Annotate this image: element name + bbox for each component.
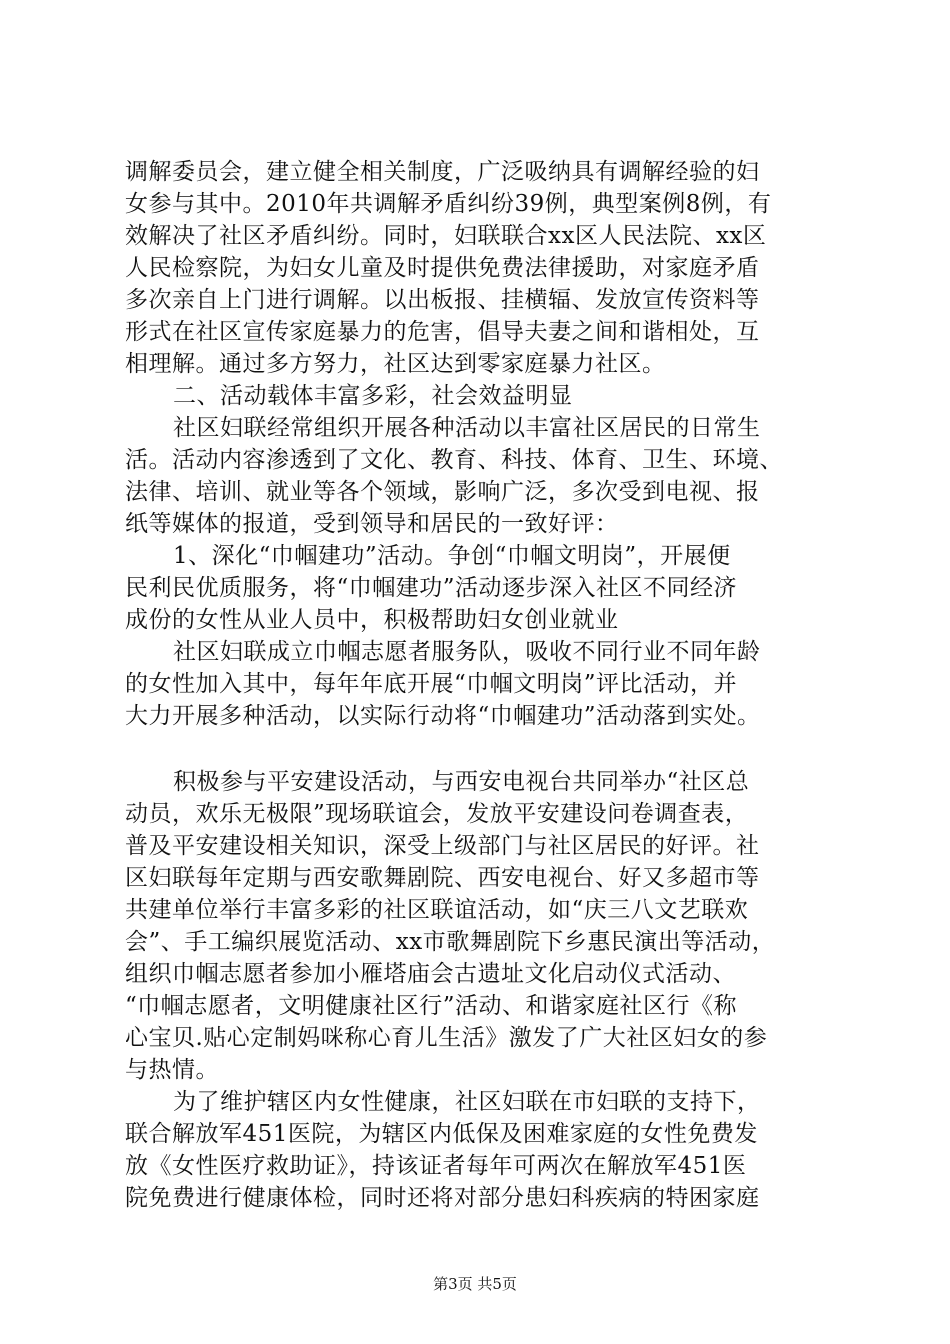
text-line: 普及平安建设相关知识，深受上级部门与社区居民的好评。社 xyxy=(125,833,760,859)
text-line: 相理解。通过多方努力，社区达到零家庭暴力社区。 xyxy=(125,351,666,377)
text-line: 社区妇联经常组织开展各种活动以丰富社区居民的日常生 xyxy=(173,415,761,441)
section-heading: 二、活动载体丰富多彩，社会效益明显 xyxy=(173,383,573,409)
page-number: 第3页 共5页 xyxy=(433,1275,517,1293)
text-line: 民利民优质服务，将“巾帼建功”活动逐步深入社区不同经济 xyxy=(125,575,738,601)
text-line: 女参与其中。2010年共调解矛盾纠纷39例，典型案例8例，有 xyxy=(125,191,772,217)
text-line: 法律、培训、就业等各个领域，影响广泛，多次受到电视、报 xyxy=(125,479,760,505)
text-line: 院免费进行健康体检，同时还将对部分患妇科疾病的特困家庭 xyxy=(125,1185,760,1211)
text-line: 调解委员会，建立健全相关制度，广泛吸纳具有调解经验的妇 xyxy=(125,159,760,185)
text-line: 共建单位举行丰富多彩的社区联谊活动，如“庆三八文艺联欢 xyxy=(125,897,749,923)
text-line: 区妇联每年定期与西安歌舞剧院、西安电视台、好又多超市等 xyxy=(125,865,760,891)
text-line: 联合解放军451医院，为辖区内低保及困难家庭的女性免费发 xyxy=(125,1121,758,1147)
text-line: 大力开展多种活动，以实际行动将“巾帼建功”活动落到实处。 xyxy=(125,703,761,729)
text-line: 为了维护辖区内女性健康，社区妇联在市妇联的支持下， xyxy=(173,1089,761,1115)
text-line: 纸等媒体的报道，受到领导和居民的一致好评： xyxy=(125,511,619,537)
text-line: 心宝贝.贴心定制妈咪称心育儿生活》激发了广大社区妇女的参 xyxy=(125,1025,768,1051)
text-line: 多次亲自上门进行调解。以出板报、挂横辐、发放宣传资料等 xyxy=(125,287,760,313)
text-line: 组织巾帼志愿者参加小雁塔庙会古遗址文化启动仪式活动、 xyxy=(125,961,736,987)
text-line: 与热情。 xyxy=(125,1057,219,1083)
text-line: “巾帼志愿者，文明健康社区行”活动、和谐家庭社区行《称 xyxy=(125,993,738,1019)
text-line: 活。活动内容渗透到了文化、教育、科技、体育、卫生、环境、 xyxy=(125,447,783,473)
text-line: 会”、手工编织展览活动、xx市歌舞剧院下乡惠民演出等活动， xyxy=(125,929,776,955)
text-line: 形式在社区宣传家庭暴力的危害，倡导夫妻之间和谐相处，互 xyxy=(125,319,760,345)
text-line: 放《女性医疗救助证》，持该证者每年可两次在解放军451医 xyxy=(125,1153,747,1179)
text-line: 成份的女性从业人员中，积极帮助妇女创业就业 xyxy=(125,607,619,633)
text-line: 积极参与平安建设活动，与西安电视台共同举办“社区总 xyxy=(173,769,750,795)
text-line: 社区妇联成立巾帼志愿者服务队，吸收不同行业不同年龄 xyxy=(173,639,761,665)
text-line: 效解决了社区矛盾纠纷。同时，妇联联合xx区人民法院、xx区 xyxy=(125,223,767,249)
list-item-heading: 1、深化“巾帼建功”活动。争创“巾帼文明岗”，开展便 xyxy=(173,543,731,569)
text-line: 的女性加入其中，每年年底开展“巾帼文明岗”评比活动，并 xyxy=(125,671,738,697)
text-line: 人民检察院，为妇女儿童及时提供免费法律援助，对家庭矛盾 xyxy=(125,255,760,281)
text-line: 动员，欢乐无极限”现场联谊会，发放平安建设问卷调查表， xyxy=(125,801,749,827)
